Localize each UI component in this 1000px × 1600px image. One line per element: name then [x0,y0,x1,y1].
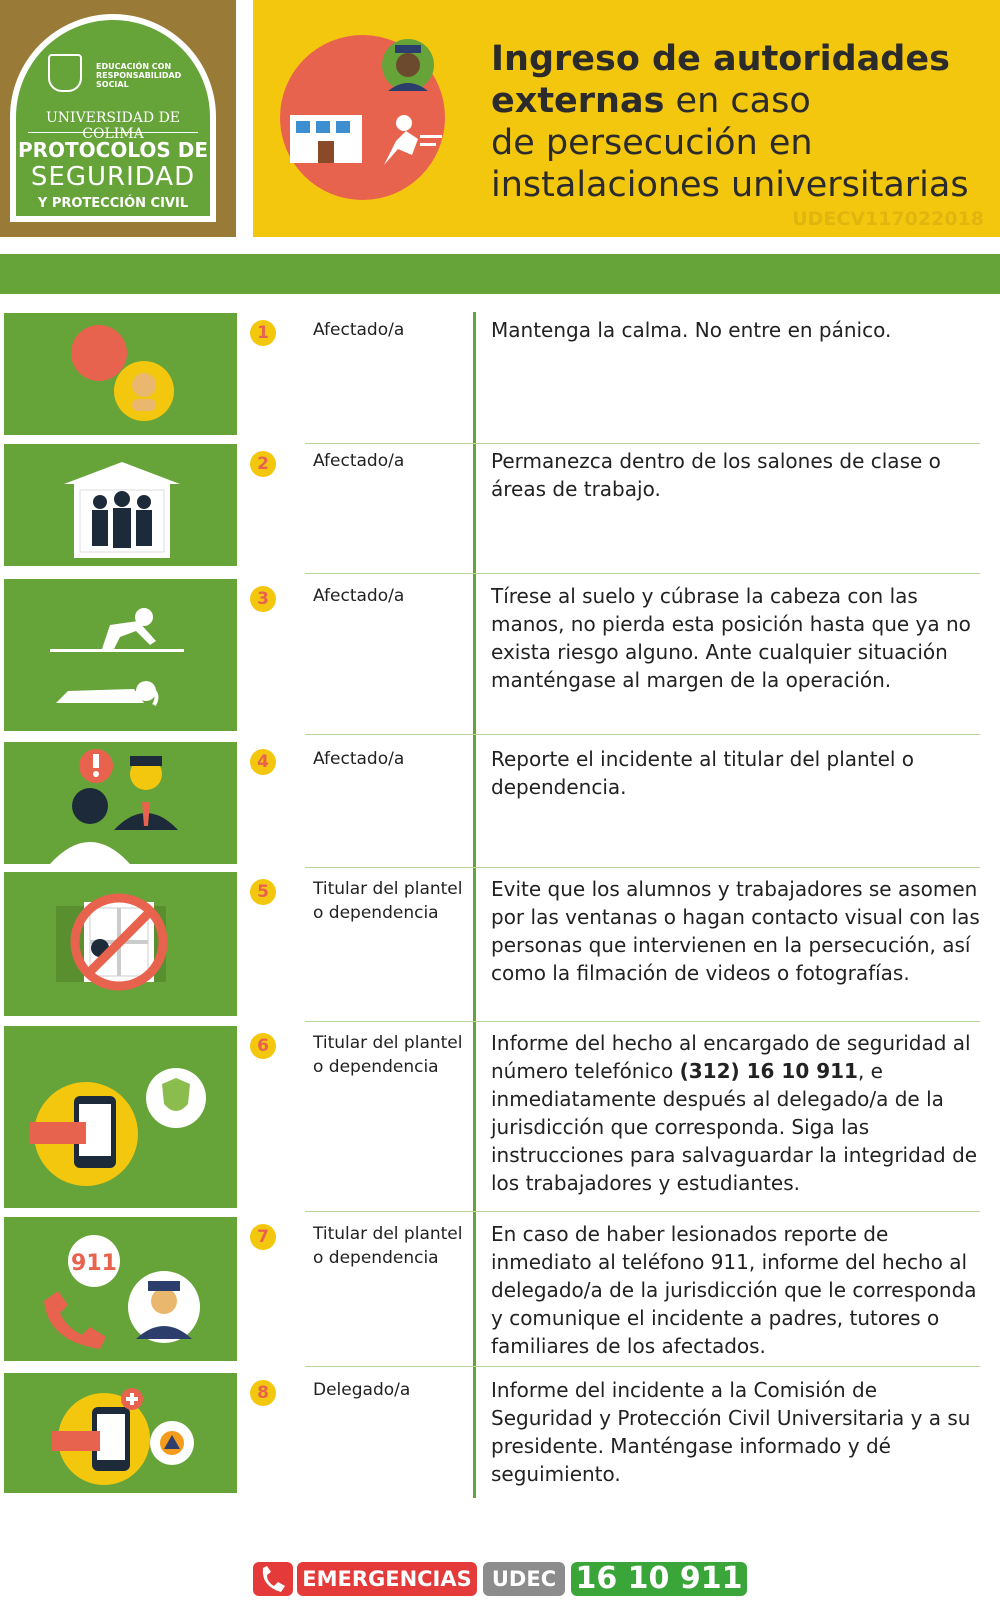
step-description-part: , e inmediatamente después al delegado/a de la jurisdicción que corresponda. Siga las instrucciones para salvaguardar la integridad de los trabajadores y estudiantes. [491,1059,978,1195]
step-number: 2 [250,451,276,477]
step-role: Afectado/a [313,749,405,769]
step-6 [0,1025,1000,1211]
logo-security: SEGURIDAD [30,162,196,192]
logo-university: UNIVERSIDAD DE COLIMA [45,110,181,142]
row-separator [305,1366,980,1367]
step-role: Delegado/a [313,1380,411,1400]
step-2 [0,443,1000,569]
step-description: Permanezca dentro de los salones de clase o áreas de trabajo. [491,449,941,501]
step-1 [0,312,1000,438]
chase-icon [280,35,445,200]
logo-responsibility: RESPONSABILIDAD [96,71,182,80]
title-banner [253,0,1000,237]
step-description: En caso de haber lesionados reporte de inmediato al teléfono 911, informe del hecho al delegado/a de la jurisdicción que le corresponda y comunique el incidente a padres, tutores o familiares de los afectados. [491,1222,977,1358]
step-role: Titular del plantel o dependencia [313,1224,463,1268]
logo-divider [28,132,198,133]
row-separator [305,734,980,735]
logo-education: EDUCACIÓN CON [96,62,172,71]
step-number: 3 [250,586,276,612]
step-description [491,1029,981,1197]
step-number: 1 [250,320,276,346]
step-4 [0,741,1000,867]
emergency-number: 16 10 911 [571,1562,747,1596]
step-number: 8 [250,1380,276,1406]
step-8 [0,1372,1000,1496]
phone-icon [253,1562,293,1596]
title-line-2-bold: externas [491,81,665,121]
header-band [0,254,1000,294]
calm-faces-icon [3,312,238,436]
university-logo [0,0,236,237]
logo-civil: Y PROTECCIÓN CIVIL [37,196,189,211]
phone-shield-icon [3,1025,238,1209]
step-description: Informe del incidente a la Comisión de Seguridad y Protección Civil Universitaria y a su presidente. Manténgase informado y dé seguimiento. [491,1378,971,1486]
title-line-3: de persecución en [491,123,813,163]
page-title [491,38,991,206]
no-window-icon [3,871,238,1017]
title-line-2: en caso [664,81,811,121]
step-description: Mantenga la calma. No entre en pánico. [491,318,892,342]
step-description: Evite que los alumnos y trabajadores se asomen por las ventanas o hagan contacto visual con las personas que intervienen en la persecución, así como la filmación de videos o fotografías. [491,877,980,985]
report-to-manager-icon [3,741,238,865]
document-code: UDECV117022018 [792,208,984,230]
step-description-part: Informe del hecho al encargado de seguridad al número telefónico [491,1031,971,1083]
step-role: Afectado/a [313,320,405,340]
step-3 [0,578,1000,734]
security-phone-number: (312) 16 10 911 [679,1059,858,1083]
title-line-4: instalaciones universitarias [491,165,969,205]
logo-inner [16,20,210,216]
step-number: 6 [250,1033,276,1059]
logo-shield [10,14,216,222]
step-role: Titular del plantel o dependencia [313,879,463,923]
emergency-label: EMERGENCIAS [297,1562,477,1596]
step-number: 4 [250,749,276,775]
logo-protocols: PROTOCOLOS DE [17,138,209,162]
step-description: Tírese al suelo y cúbrase la cabeza con las manos, no pierda esta posición hasta que ya no exista riesgo alguno. Ante cualquier situación manténgase al margen de la operación. [491,584,971,692]
row-separator [305,1211,980,1212]
icon-911-label: 911 [71,1251,117,1276]
logo-social: SOCIAL [96,80,129,89]
phone-civil-protection-icon [3,1372,238,1494]
step-role: Afectado/a [313,586,405,606]
row-separator [305,573,980,574]
step-role: Afectado/a [313,451,405,471]
crest-icon [48,54,82,92]
logo-education-text [96,62,181,89]
step-number: 5 [250,879,276,905]
step-5 [0,871,1000,1019]
call-911-icon [3,1216,238,1362]
row-separator [305,867,980,868]
step-role: Titular del plantel o dependencia [313,1033,463,1077]
people-in-house-icon [3,443,238,567]
step-description: Reporte el incidente al titular del plantel o dependencia. [491,747,915,799]
udec-label: UDEC [483,1562,565,1596]
step-7 [0,1216,1000,1364]
person-on-floor-icon [3,578,238,732]
row-separator [305,1021,980,1022]
step-number: 7 [250,1224,276,1250]
title-line-1: Ingreso de autoridades [491,39,950,79]
